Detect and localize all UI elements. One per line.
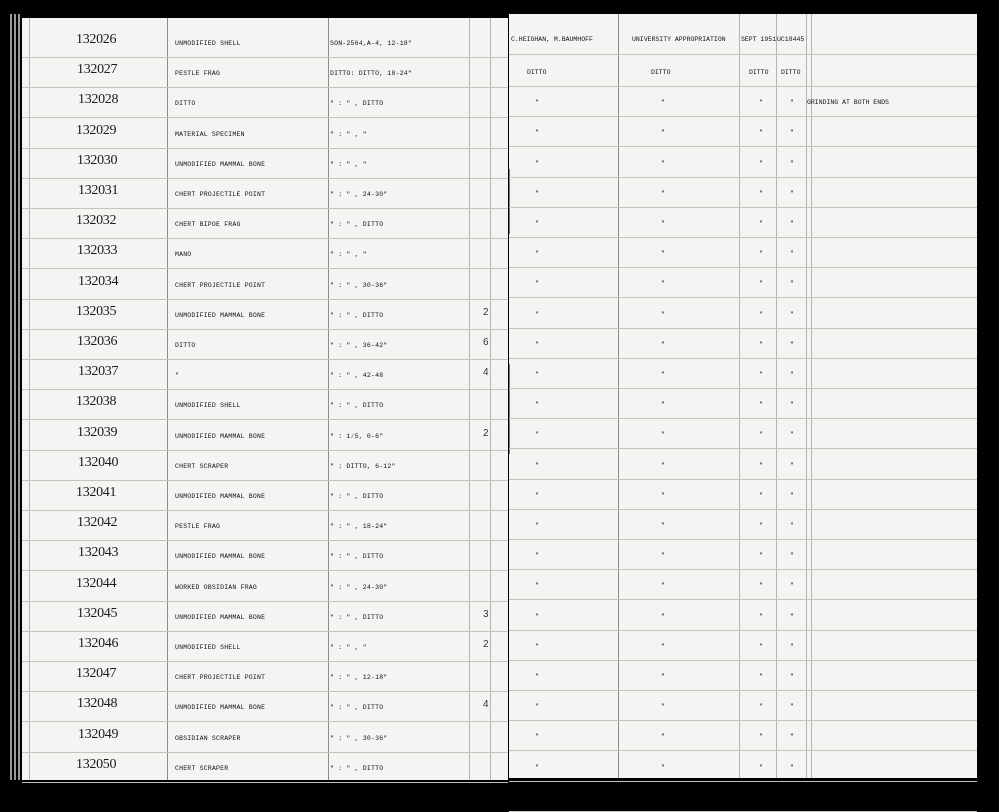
object-description: DITTO [175, 342, 196, 349]
ledger-row [509, 480, 977, 510]
ledger-row [22, 541, 508, 571]
object-description: UNMODIFIED MAMMAL BONE [175, 160, 266, 168]
provenience: " : " , 12-18" [330, 674, 388, 682]
ledger-row [22, 421, 508, 451]
provenience: " : " , DITTO [330, 493, 384, 500]
collector: " [535, 793, 539, 801]
ledger-row [22, 632, 508, 662]
accession-date: " [759, 552, 763, 560]
collector: " [535, 401, 539, 409]
ledger-row [22, 28, 508, 58]
collector: " [535, 159, 539, 167]
object-description: PESTLE FRAG [175, 523, 221, 531]
accession-date: " [759, 793, 763, 801]
acquisition-method: " [661, 310, 665, 318]
object-description: UNMODIFIED MAMMAL BONE [175, 613, 266, 621]
ledger-row [509, 419, 977, 449]
accession-number: " [790, 612, 794, 620]
acquisition-method: " [661, 220, 665, 227]
quantity: 4 [483, 699, 489, 711]
acquisition-method: DITTO [651, 69, 671, 76]
object-description: UNMODIFIED MAMMAL BONE [175, 493, 266, 500]
collector: " [535, 310, 539, 318]
accession-date: " [759, 582, 763, 590]
collector: " [535, 220, 539, 227]
object-description: " [175, 372, 180, 380]
catalog-number: 132044 [76, 575, 117, 591]
acquisition-method: " [661, 371, 665, 378]
ledger-row [509, 299, 977, 329]
accession-date: " [759, 612, 763, 620]
object-description: UNMODIFIED MAMMAL BONE [175, 432, 266, 440]
acquisition-method: " [661, 340, 665, 348]
right-page [509, 14, 977, 801]
header-date: SEPT 1951 [741, 36, 777, 43]
accession-date: " [759, 129, 763, 137]
ledger-row [22, 390, 508, 420]
provenience: DITTO: DITTO, 18-24" [330, 70, 413, 78]
accession-number: " [790, 733, 794, 741]
acquisition-method: " [661, 99, 665, 107]
ledger-row [509, 268, 977, 298]
ledger-row [509, 329, 977, 359]
object-description: UNMODIFIED MAMMAL BONE [175, 553, 266, 561]
object-description: CHERT PROJECTILE POINT [175, 191, 266, 198]
collector: " [535, 733, 539, 741]
catalog-number: 132038 [76, 394, 117, 410]
collector: " [535, 642, 539, 650]
ledger-row [509, 510, 977, 540]
provenience: " : " , " [330, 644, 367, 651]
accession-number: " [790, 491, 794, 499]
provenience: " : " , 18-24" [330, 523, 388, 531]
ledger-row [22, 88, 508, 118]
object-description: WORKED OBSIDIAN FRAG [175, 583, 258, 591]
accession-number: " [790, 793, 794, 801]
accession-number: " [790, 310, 794, 318]
collector: " [535, 673, 539, 680]
object-description: CHERT SCRAPER [175, 764, 229, 772]
accession-number: " [790, 582, 794, 590]
left-page [22, 18, 508, 780]
acquisition-method: " [661, 401, 665, 409]
accession-number: " [790, 129, 794, 137]
ledger-row [509, 238, 977, 268]
accession-number: " [790, 552, 794, 560]
accession-date: " [759, 763, 763, 771]
ledger-row [22, 209, 508, 239]
object-description: CHERT PROJECTILE POINT [175, 674, 266, 682]
accession-date: " [759, 401, 763, 409]
acquisition-method: " [661, 582, 665, 590]
acquisition-method: " [661, 703, 665, 711]
object-description: UNMODIFIED MAMMAL BONE [175, 311, 266, 319]
catalog-number: 132048 [77, 696, 118, 712]
object-description: UNMODIFIED SHELL [175, 40, 241, 47]
provenience: " : DITTO, 6-12" [330, 462, 396, 470]
accession-date: " [759, 431, 763, 439]
object-description: UNMODIFIED MAMMAL BONE [175, 704, 266, 712]
catalog-number: 132041 [76, 485, 117, 500]
collector: " [535, 552, 539, 560]
provenience: " : " , DITTO [330, 764, 384, 772]
accession-date: " [759, 189, 763, 197]
ledger-row [509, 57, 977, 87]
ledger-row [22, 239, 508, 269]
provenience: " : " , DITTO [330, 311, 384, 319]
accession-date: " [759, 340, 763, 348]
accession-number: " [790, 401, 794, 409]
acquisition-method: " [661, 733, 665, 741]
ledger-row [22, 58, 508, 88]
quantity: 2 [483, 306, 489, 318]
accession-number: " [790, 280, 794, 288]
catalog-number: 132045 [77, 605, 118, 621]
collector: " [535, 280, 539, 288]
accession-number: " [790, 673, 794, 680]
header-collector: C.HEIGHAN, M.BAUMHOFF [511, 36, 593, 43]
ledger-row [509, 752, 977, 782]
accession-number: " [790, 220, 794, 227]
acquisition-method: " [661, 522, 665, 529]
acquisition-method: " [661, 642, 665, 650]
catalog-number: 132039 [77, 424, 118, 440]
provenience: " : " , " [330, 160, 367, 168]
ledger-row [22, 360, 508, 390]
catalog-number: 132036 [77, 334, 118, 349]
quantity: 2 [483, 639, 489, 650]
object-description: OBSIDIAN SCRAPER [175, 734, 241, 742]
accession-number: " [790, 703, 794, 711]
provenience: " : " , 30-36" [330, 281, 388, 289]
collector: " [535, 763, 539, 771]
ledger-row [22, 753, 508, 783]
ledger-row [22, 179, 508, 209]
remarks: GRINDING AT BOTH ENDS [807, 99, 889, 107]
catalog-number: 132037 [78, 364, 119, 380]
collector: DITTO [527, 69, 547, 76]
accession-date: " [759, 371, 763, 378]
accession-date: " [759, 310, 763, 318]
page-edge [14, 14, 16, 780]
ledger-row [509, 178, 977, 208]
provenience: " : " , DITTO [330, 221, 384, 229]
header-accession: UC18445 [777, 36, 805, 43]
ledger-row [22, 602, 508, 632]
accession-date: " [759, 461, 763, 469]
provenience: " : " , 42-48 [330, 372, 384, 380]
accession-number: " [790, 340, 794, 348]
object-description: UNMODIFIED SHELL [175, 402, 241, 410]
accession-number: " [790, 431, 794, 439]
accession-date: " [759, 220, 763, 227]
page-edge [10, 14, 12, 780]
catalog-number: 132029 [76, 122, 117, 138]
catalog-number: 132040 [78, 454, 119, 470]
collector: " [535, 612, 539, 620]
ledger-row [509, 117, 977, 147]
catalog-number: 132028 [78, 92, 119, 108]
accession-number: " [790, 250, 794, 258]
accession-date: " [759, 673, 763, 680]
collector: " [535, 491, 539, 499]
acquisition-method: " [661, 159, 665, 167]
provenience: " : " , DITTO [330, 402, 384, 410]
accession-number: " [790, 189, 794, 197]
accession-number: " [790, 642, 794, 650]
collector: " [535, 250, 539, 258]
acquisition-method: " [661, 250, 665, 258]
collector: " [535, 431, 539, 439]
object-description: CHERT PROJECTILE POINT [175, 281, 266, 289]
catalog-number: 132047 [76, 666, 117, 682]
accession-date: " [759, 250, 763, 258]
provenience: " : " , 36-42" [330, 342, 388, 349]
accession-date: " [759, 99, 763, 107]
catalog-number: 132050 [76, 756, 117, 772]
accession-number: " [790, 371, 794, 378]
acquisition-method: " [661, 491, 665, 499]
acquisition-method: " [661, 189, 665, 197]
ledger-row [509, 208, 977, 238]
page-edge [18, 14, 20, 780]
acquisition-method: " [661, 673, 665, 680]
ledger-row [22, 119, 508, 149]
accession-number: " [790, 763, 794, 771]
provenience: SON-2564,A-4, 12-18" [330, 40, 413, 47]
accession-date: DITTO [749, 69, 769, 76]
catalog-number: 132033 [77, 243, 118, 259]
ledger-row [509, 87, 977, 117]
ledger-row [509, 570, 977, 600]
ruling-line [509, 54, 977, 55]
accession-number: " [790, 522, 794, 529]
provenience: " : " , DITTO [330, 553, 384, 561]
provenience: " : " , 24-30" [330, 191, 388, 198]
provenience: " : 1⁄5, 0-6" [330, 432, 384, 440]
ledger-row [22, 270, 508, 300]
collector: " [535, 522, 539, 529]
object-description: MANO [175, 251, 192, 259]
ledger-row [22, 451, 508, 481]
ledger-row [22, 723, 508, 753]
acquisition-method: " [661, 612, 665, 620]
accession-date: " [759, 733, 763, 741]
accession-number: " [790, 461, 794, 469]
ledger-row [509, 782, 977, 812]
accession-number: " [790, 99, 794, 107]
ledger-row [509, 721, 977, 751]
catalog-number: 132034 [78, 273, 119, 289]
collector: " [535, 189, 539, 197]
acquisition-method: " [661, 129, 665, 137]
catalog-number: 132043 [78, 545, 119, 561]
collector: " [535, 461, 539, 469]
acquisition-method: " [661, 431, 665, 439]
catalog-number: 132049 [78, 726, 119, 742]
ledger-row [509, 601, 977, 631]
ledger-row [509, 691, 977, 721]
ledger-row [22, 149, 508, 179]
accession-number: DITTO [781, 69, 801, 76]
collector: " [535, 129, 539, 137]
ledger-row [509, 631, 977, 661]
collector: " [535, 99, 539, 107]
catalog-number: 132042 [77, 515, 118, 531]
object-description: CHERT SCRAPER [175, 462, 229, 470]
quantity: 6 [483, 337, 489, 348]
object-description: DITTO [175, 100, 196, 108]
header-acquisition: UNIVERSITY APPROPRIATION [632, 36, 726, 43]
accession-date: " [759, 522, 763, 529]
ledger-row [509, 359, 977, 389]
acquisition-method: " [661, 552, 665, 560]
provenience: " : " , DITTO [330, 613, 384, 621]
accession-date: " [759, 703, 763, 711]
accession-number: " [790, 159, 794, 167]
ledger-row [22, 330, 508, 360]
ledger-row [22, 572, 508, 602]
provenience: " : " , 30-36" [330, 734, 388, 742]
accession-date: " [759, 491, 763, 499]
ledger-row [509, 450, 977, 480]
ledger-row [509, 389, 977, 419]
object-description: MATERIAL SPECIMEN [175, 130, 245, 138]
object-description: CHERT BIPOE FRAG [175, 221, 241, 229]
ledger-row [509, 148, 977, 178]
quantity: 2 [483, 427, 489, 439]
object-description: PESTLE FRAG [175, 70, 221, 78]
collector: " [535, 582, 539, 590]
catalog-number: 132046 [78, 636, 119, 651]
ledger-row [22, 481, 508, 511]
acquisition-method: " [661, 461, 665, 469]
ledger-row [22, 511, 508, 541]
provenience: " : " , DITTO [330, 704, 384, 712]
collector: " [535, 340, 539, 348]
provenience: " : " , 24-30" [330, 583, 388, 591]
collector: " [535, 371, 539, 378]
provenience: " : " , " [330, 251, 367, 259]
ledger-row [22, 300, 508, 330]
catalog-number: 132031 [78, 183, 119, 198]
provenience: " : " , " [330, 130, 367, 138]
quantity: 4 [483, 367, 489, 379]
acquisition-method: " [661, 280, 665, 288]
acquisition-method: " [661, 793, 665, 801]
acquisition-method: " [661, 763, 665, 771]
provenience: " : " , DITTO [330, 100, 384, 108]
collector: " [535, 703, 539, 711]
catalog-number: 132032 [76, 213, 117, 229]
accession-date: " [759, 280, 763, 288]
accession-date: " [759, 642, 763, 650]
ledger-row [22, 692, 508, 722]
ledger-row [509, 661, 977, 691]
catalog-number: 132035 [76, 303, 117, 319]
catalog-number: 132030 [77, 152, 118, 168]
quantity: 3 [483, 608, 489, 620]
accession-date: " [759, 159, 763, 167]
object-description: UNMODIFIED SHELL [175, 644, 241, 651]
ledger-row [509, 540, 977, 570]
ledger-row [22, 662, 508, 692]
catalog-number: 132026 [76, 32, 117, 47]
catalog-number: 132027 [77, 62, 118, 78]
